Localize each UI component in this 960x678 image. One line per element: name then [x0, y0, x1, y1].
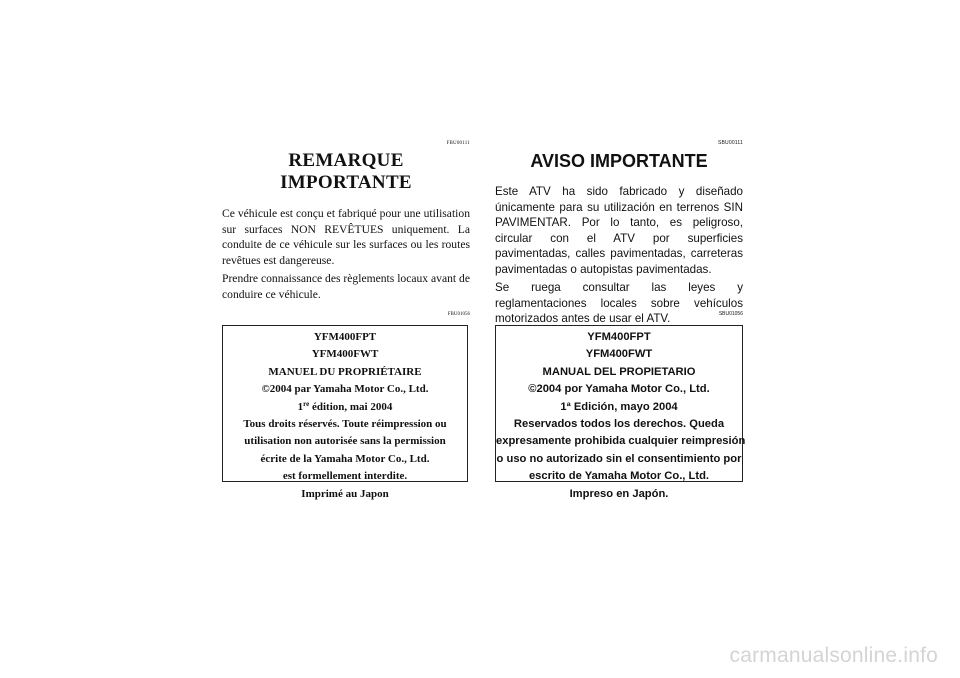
- french-model-2: YFM400FWT: [311, 348, 379, 361]
- spanish-rights-1: Reservados todos los derechos. Queda: [513, 418, 725, 431]
- french-edition-text: édition, mai 2004: [309, 400, 393, 413]
- french-box-code: FBU01056: [447, 312, 470, 317]
- spanish-rights-3: o uso no autorizado sin el consentimiento por: [496, 452, 742, 465]
- french-title: REMARQUE IMPORTANTE: [280, 150, 412, 193]
- french-rights-2: utilisation non autorisée sans la permission: [244, 435, 446, 448]
- french-copyright-box: [222, 325, 468, 500]
- french-paragraph-1: Ce véhicule est conçu et fabriqué pour une utilisation sur surfaces NON REVÊTUES uniquement. La conduite de ce véhicule sur les surfaces ou les routes revêtues est dangereuse.: [222, 207, 470, 267]
- spanish-section-code: SBU00111: [717, 140, 743, 146]
- spanish-title: AVISO IMPORTANTE: [530, 151, 708, 171]
- french-paragraph-2: Prendre connaissance des règlements locaux avant de conduire ce véhicule.: [222, 272, 470, 301]
- french-section-code: FBU00111: [446, 141, 470, 146]
- french-section: [222, 140, 470, 305]
- french-manual-title: MANUEL DU PROPRIÉTAIRE: [268, 365, 422, 378]
- spanish-paragraph-1: Este ATV ha sido fabricado y diseñado únicamente para su utilización en terrenos SIN PAVIMENTAR. Por lo tanto, es peligroso, circular con el ATV por superficies pavimentadas, calles pavimentadas, carreteras pavimentadas o autopistas pavimentadas.: [495, 185, 743, 276]
- french-printed-in: Imprimé au Japon: [301, 487, 389, 500]
- french-edition: [223, 399, 467, 416]
- spanish-copyright: ©2004 por Yamaha Motor Co., Ltd.: [528, 383, 710, 396]
- spanish-model-1: YFM400FPT: [587, 331, 651, 343]
- spanish-paragraph-2: Se ruega consultar las leyes y reglamentaciones locales sobre vehículos motorizados antes de usar el ATV.: [495, 281, 743, 325]
- spanish-manual-title: MANUAL DEL PROPIETARIO: [542, 365, 696, 378]
- french-rights-4: est formellement interdite.: [282, 470, 408, 483]
- french-rights-1: Tous droits réservés. Toute réimpression ou: [243, 418, 447, 431]
- watermark: carmanualsonline.info: [729, 644, 938, 667]
- french-rights-3: écrite de la Yamaha Motor Co., Ltd.: [260, 452, 430, 465]
- spanish-printed-in: Impreso en Japón.: [569, 487, 669, 500]
- spanish-edition: 1ª Edición, mayo 2004: [560, 400, 678, 413]
- spanish-section: [495, 140, 743, 330]
- french-edition-superscript: re: [303, 399, 310, 408]
- spanish-model-2: YFM400FWT: [585, 348, 653, 361]
- french-copyright: ©2004 par Yamaha Motor Co., Ltd.: [261, 383, 429, 396]
- spanish-rights-4: escrito de Yamaha Motor Co., Ltd.: [528, 470, 710, 483]
- french-edition-number: 1: [297, 400, 304, 413]
- spanish-rights-2: expresamente prohibida cualquier reimpresión: [496, 435, 746, 448]
- spanish-box-code: SBU01056: [718, 311, 743, 317]
- spanish-copyright-box: [495, 325, 746, 500]
- french-model-1: YFM400FPT: [313, 331, 377, 343]
